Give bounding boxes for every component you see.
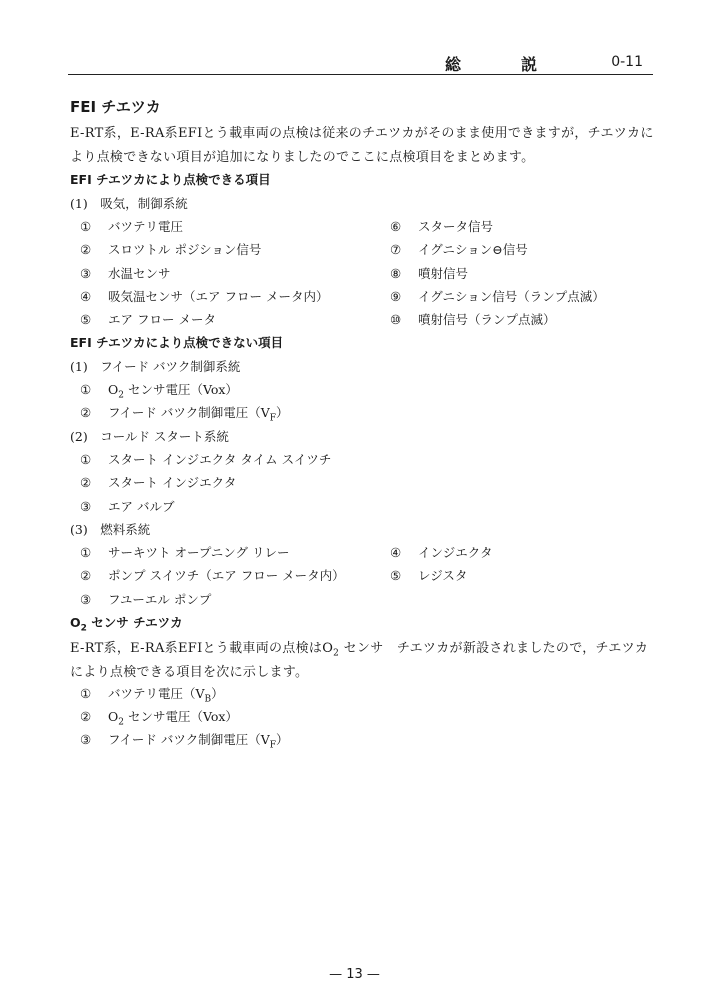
list-item: ② スタート インジエクタ (80, 475, 237, 490)
list-item: ④ 吸気温センサ（エア フロー メータ内） (80, 289, 329, 304)
header-rule (68, 74, 653, 75)
page-number: — 13 — (329, 967, 380, 982)
list-item: ② ポンプ スイツチ（エア フロー メータ内） (80, 568, 345, 583)
list-item: ⑨ イグニション信号（ランプ点滅） (390, 289, 605, 304)
o2-checker-heading: $O_2$ センサ チエツカ (70, 615, 183, 634)
list-item: ⑥ スタータ信号 (390, 219, 494, 234)
list-item: ② フイード バツク制御電圧$(V_F)$ (80, 405, 289, 424)
list-item: ① スタート インジエクタ タイム スイツチ (80, 452, 332, 467)
list-item: ① サーキツト オープニング リレー (80, 545, 290, 560)
list-item: ③ フユーエル ポンプ (80, 592, 212, 607)
header-page-code: 0-11 (611, 54, 643, 70)
page-header (68, 50, 653, 74)
efi-cannot-section-2: (2) コールド スタート系統 (70, 429, 229, 444)
list-item: ⑤ レジスタ (390, 568, 468, 583)
efi-cannot-section-3: (3) 燃料系統 (70, 522, 151, 537)
efi-can-section: (1) 吸気，制御系統 (70, 196, 188, 211)
list-item: ① $O_2$ センサ電圧（Vox） (80, 382, 238, 401)
list-item: ① バツテリ電圧$(V_B)$ (80, 686, 224, 705)
list-item: ③ フイード バツク制御電圧$(V_F)$ (80, 732, 289, 751)
list-item: ⑦ イグニション⊖信号 (390, 242, 528, 257)
list-item: ③ 水温センサ (80, 266, 171, 281)
efi-cannot-heading: EFI チエツカにより点検できない項目 (70, 335, 284, 350)
list-item: ① バツテリ電圧 (80, 219, 184, 234)
list-item: ⑤ エア フロー メータ (80, 312, 216, 327)
fei-heading: FEI チエツカ (70, 98, 161, 116)
list-item: ⑧ 噴射信号 (390, 266, 469, 281)
fei-paragraph-line2: より点検できない項目が追加になりましたのでここに点検項目をまとめます。 (70, 150, 535, 165)
o2-paragraph-line1: E-RT系，E-RA系EFIとう載車両の点検は$O_2$ センサ チエツカが新設されましたので，チエツカ (70, 641, 649, 659)
list-item: ③ エア バルブ (80, 499, 175, 514)
list-item: ② $O_2$ センサ電圧（Vox） (80, 709, 238, 728)
o2-paragraph-line2: により点検できる項目を次に示します。 (70, 665, 309, 680)
list-item: ② スロツトル ポジション信号 (80, 242, 262, 257)
efi-can-heading: EFI チエツカにより点検できる項目 (70, 172, 271, 187)
fei-paragraph-line1: E-RT系，E-RA系EFIとう載車両の点検は従来のチエツカがそのまま使用できますが，チエツカに (70, 126, 654, 141)
list-item: ④ インジエクタ (390, 545, 493, 560)
efi-cannot-section-1: (1) フイード バツク制御系統 (70, 359, 241, 374)
header-title: 総 説 (444, 55, 559, 74)
list-item: ⑩ 噴射信号（ランプ点滅） (390, 312, 556, 327)
